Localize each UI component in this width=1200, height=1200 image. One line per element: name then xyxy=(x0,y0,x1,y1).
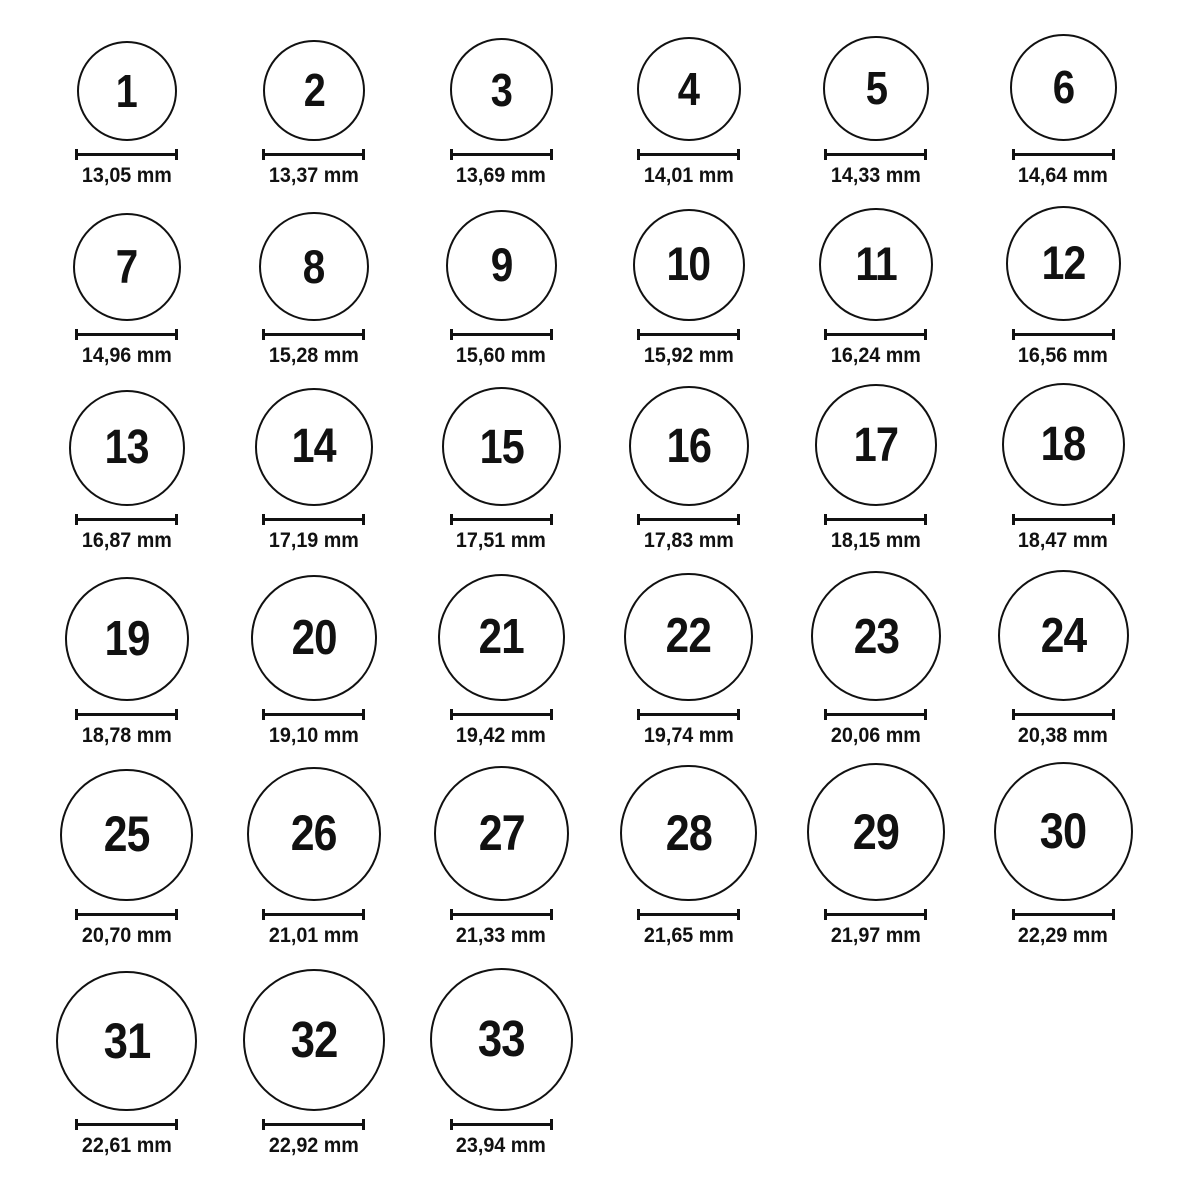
ring-size-cell xyxy=(782,187,969,367)
diameter-label: 17,83 mm xyxy=(643,529,734,552)
diameter-measure-line xyxy=(1012,149,1115,160)
ring-size-number: 4 xyxy=(677,62,700,115)
diameter-label: 17,51 mm xyxy=(456,529,547,552)
ring-size-number: 24 xyxy=(1040,607,1087,663)
diameter-measure-line xyxy=(637,149,740,160)
diameter-measure-line xyxy=(637,329,740,340)
diameter-measure-line xyxy=(450,149,553,160)
ring-size-number: 32 xyxy=(290,1010,338,1068)
ring-circle xyxy=(815,384,937,506)
ring-size-cell xyxy=(782,0,969,187)
diameter-label: 13,37 mm xyxy=(268,164,359,187)
ring-circle xyxy=(263,40,364,141)
diameter-measure-line xyxy=(824,514,927,525)
ring-circle xyxy=(1006,206,1121,321)
ring-circle xyxy=(77,41,177,141)
ring-size-number: 23 xyxy=(853,608,899,664)
ring-size-cell xyxy=(220,552,407,747)
ring-size-number: 20 xyxy=(291,610,337,665)
diameter-measure-line xyxy=(1012,514,1115,525)
ring-circle xyxy=(620,765,756,901)
ring-size-number: 25 xyxy=(103,806,150,862)
ring-size-number: 33 xyxy=(477,1010,525,1067)
diameter-label: 22,29 mm xyxy=(1018,924,1109,947)
ring-size-number: 3 xyxy=(490,63,512,116)
ring-size-cell xyxy=(220,947,407,1157)
ring-size-cell xyxy=(33,367,220,552)
ring-size-number: 22 xyxy=(665,609,712,664)
ring-size-number: 26 xyxy=(291,805,337,862)
ring-circle xyxy=(65,577,189,701)
ring-size-cell xyxy=(970,0,1157,187)
ring-size-cell xyxy=(220,367,407,552)
diameter-label: 21,33 mm xyxy=(456,924,547,947)
ring-circle xyxy=(247,767,381,901)
ring-size-cell xyxy=(33,0,220,187)
ring-circle xyxy=(633,209,745,321)
diameter-label: 21,97 mm xyxy=(830,924,921,947)
ring-size-cell xyxy=(408,947,595,1157)
diameter-label: 14,01 mm xyxy=(643,164,734,187)
ring-size-cell xyxy=(782,747,969,947)
diameter-label: 19,42 mm xyxy=(456,724,547,747)
diameter-label: 14,64 mm xyxy=(1018,164,1109,187)
ring-size-number: 13 xyxy=(104,421,149,474)
ring-size-cell xyxy=(782,367,969,552)
diameter-measure-line xyxy=(75,149,178,160)
diameter-label: 22,61 mm xyxy=(81,1134,172,1157)
ring-size-cell xyxy=(408,367,595,552)
diameter-measure-line xyxy=(75,909,178,920)
ring-size-number: 15 xyxy=(479,419,524,474)
ring-size-cell xyxy=(33,552,220,747)
ring-size-cell xyxy=(595,747,782,947)
diameter-measure-line xyxy=(262,909,365,920)
diameter-measure-line xyxy=(75,1119,178,1130)
ring-circle xyxy=(994,762,1133,901)
chart-row xyxy=(0,747,1200,947)
ring-size-cell xyxy=(595,0,782,187)
diameter-measure-line xyxy=(262,149,365,160)
ring-circle xyxy=(1010,34,1117,141)
diameter-label: 16,24 mm xyxy=(830,344,921,367)
diameter-label: 17,19 mm xyxy=(268,529,359,552)
diameter-measure-line xyxy=(1012,709,1115,720)
ring-size-cell xyxy=(408,552,595,747)
ring-size-cell xyxy=(970,552,1157,747)
ring-size-number: 12 xyxy=(1041,236,1086,290)
ring-circle xyxy=(811,571,941,701)
diameter-measure-line xyxy=(450,329,553,340)
diameter-label: 18,47 mm xyxy=(1018,529,1109,552)
diameter-measure-line xyxy=(637,514,740,525)
diameter-label: 16,56 mm xyxy=(1018,344,1109,367)
ring-size-number: 28 xyxy=(665,804,712,861)
ring-circle xyxy=(1002,383,1125,506)
ring-circle xyxy=(637,37,741,141)
diameter-label: 13,05 mm xyxy=(81,164,172,187)
diameter-label: 21,65 mm xyxy=(643,924,734,947)
diameter-measure-line xyxy=(75,514,178,525)
ring-circle xyxy=(60,769,192,901)
diameter-label: 19,74 mm xyxy=(643,724,734,747)
ring-circle xyxy=(251,575,377,701)
chart-row xyxy=(0,367,1200,552)
diameter-label: 21,01 mm xyxy=(268,924,359,947)
ring-circle xyxy=(807,763,945,901)
diameter-label: 18,78 mm xyxy=(81,724,172,747)
ring-circle xyxy=(998,570,1129,701)
diameter-measure-line xyxy=(75,709,178,720)
ring-size-number: 9 xyxy=(490,239,513,292)
ring-size-cell xyxy=(970,187,1157,367)
ring-size-number: 18 xyxy=(1040,417,1086,472)
diameter-measure-line xyxy=(450,909,553,920)
ring-circle xyxy=(243,969,385,1111)
ring-size-cell xyxy=(408,0,595,187)
ring-circle xyxy=(823,36,928,141)
ring-size-cell xyxy=(33,747,220,947)
diameter-label: 20,06 mm xyxy=(830,724,921,747)
ring-size-number: 14 xyxy=(291,420,337,474)
diameter-label: 16,87 mm xyxy=(81,529,172,552)
diameter-measure-line xyxy=(824,149,927,160)
ring-size-cell xyxy=(408,747,595,947)
diameter-label: 20,70 mm xyxy=(81,924,172,947)
diameter-measure-line xyxy=(450,1119,553,1130)
ring-circle xyxy=(56,971,197,1112)
ring-size-number: 29 xyxy=(852,804,900,860)
ring-circle xyxy=(629,386,749,506)
diameter-label: 14,33 mm xyxy=(830,164,921,187)
diameter-measure-line xyxy=(262,709,365,720)
ring-circle xyxy=(819,208,933,322)
diameter-measure-line xyxy=(262,329,365,340)
ring-size-cell xyxy=(220,0,407,187)
chart-row xyxy=(0,0,1200,187)
ring-circle xyxy=(73,213,181,321)
ring-circle xyxy=(446,210,557,321)
diameter-label: 18,15 mm xyxy=(830,529,921,552)
ring-size-number: 6 xyxy=(1052,61,1075,114)
ring-size-number: 2 xyxy=(303,64,325,117)
ring-size-cell xyxy=(970,747,1157,947)
diameter-measure-line xyxy=(1012,329,1115,340)
diameter-measure-line xyxy=(262,1119,365,1130)
ring-size-number: 5 xyxy=(865,62,887,114)
ring-size-number: 31 xyxy=(103,1011,150,1069)
ring-circle xyxy=(434,766,569,901)
ring-circle xyxy=(624,573,752,701)
ring-size-number: 10 xyxy=(666,238,711,292)
ring-size-cell xyxy=(220,187,407,367)
ring-size-cell xyxy=(595,552,782,747)
diameter-measure-line xyxy=(450,514,553,525)
diameter-measure-line xyxy=(1012,909,1115,920)
diameter-label: 14,96 mm xyxy=(81,344,172,367)
diameter-label: 22,92 mm xyxy=(268,1134,359,1157)
diameter-label: 13,69 mm xyxy=(456,164,547,187)
diameter-measure-line xyxy=(637,709,740,720)
ring-size-number: 16 xyxy=(666,418,711,473)
ring-size-number: 7 xyxy=(115,240,138,293)
chart-row xyxy=(0,947,1200,1157)
chart-row xyxy=(0,552,1200,747)
ring-size-cell xyxy=(408,187,595,367)
ring-size-number: 11 xyxy=(855,237,897,291)
diameter-measure-line xyxy=(824,909,927,920)
ring-size-cell xyxy=(33,947,220,1157)
ring-size-number: 30 xyxy=(1040,802,1087,860)
ring-size-number: 17 xyxy=(853,418,899,472)
ring-circle xyxy=(442,387,561,506)
diameter-measure-line xyxy=(824,709,927,720)
diameter-measure-line xyxy=(450,709,553,720)
ring-circle xyxy=(69,390,185,506)
ring-size-cell xyxy=(595,367,782,552)
diameter-label: 20,38 mm xyxy=(1018,724,1109,747)
ring-circle xyxy=(255,388,373,506)
diameter-label: 15,60 mm xyxy=(456,344,547,367)
diameter-measure-line xyxy=(824,329,927,340)
ring-size-cell xyxy=(782,552,969,747)
diameter-label: 15,92 mm xyxy=(643,344,734,367)
ring-size-number: 1 xyxy=(116,65,138,117)
diameter-label: 15,28 mm xyxy=(268,344,359,367)
ring-circle xyxy=(430,968,573,1111)
ring-size-cell xyxy=(595,187,782,367)
ring-size-number: 21 xyxy=(478,610,524,664)
ring-circle xyxy=(438,574,565,701)
ring-size-number: 19 xyxy=(104,611,150,666)
ring-circle xyxy=(259,212,368,321)
diameter-measure-line xyxy=(637,909,740,920)
ring-size-cell xyxy=(970,367,1157,552)
ring-size-number: 27 xyxy=(478,804,525,861)
diameter-measure-line xyxy=(75,329,178,340)
ring-size-number: 8 xyxy=(303,239,325,293)
diameter-label: 23,94 mm xyxy=(456,1134,547,1157)
chart-row xyxy=(0,187,1200,367)
diameter-measure-line xyxy=(262,514,365,525)
diameter-label: 19,10 mm xyxy=(268,724,359,747)
ring-circle xyxy=(450,38,553,141)
ring-size-cell xyxy=(33,187,220,367)
ring-size-cell xyxy=(220,747,407,947)
